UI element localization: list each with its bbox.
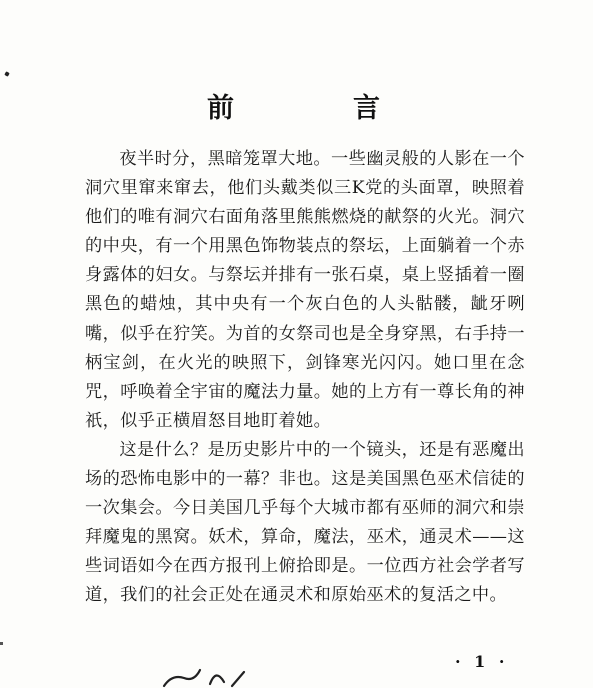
paragraph-1: 夜半时分，黑暗笼罩大地。一些幽灵般的人影在一个洞穴里窜来窜去，他们头戴类似三K党的头面罩，映照着他们的唯有洞穴右面角落里熊熊燃烧的献祭的火光。洞穴的中央，有一个用黑色饰物装点的祭坛，上面躺着一个赤身露体的妇女。与祭坛并排有一张石桌，桌上竖插着一圈黑色的蜡烛，其中央有一个灰白色的人头骷髅，龇牙咧嘴，似乎在狞笑。为首的女祭司也是全身穿黑，右手持一柄宝剑，在火光的映照下，剑锋寒光闪闪。她口里在念咒，呼唤着全宇宙的魔法力量。她的上方有一尊长角的神祇，似乎正横眉怒目地盯着她。 [85, 149, 525, 431]
page-number: · 1 · [455, 652, 509, 671]
ink-speck-lower [0, 642, 3, 645]
ink-speck [4, 71, 9, 76]
page-title: 前 言 [207, 93, 426, 124]
handwritten-stroke-mark [160, 664, 270, 688]
paragraph-2: 这是什么？是历史影片中的一个镜头，还是有恶魔出场的恐怖电影中的一幕？非也。这是美国黑色巫术信徒的一次集会。今日美国几乎每个大城市都有巫师的洞穴和崇拜魔鬼的黑窝。妖术，算命，魔法，巫术，通灵术——这些词语如今在西方报刊上俯拾即是。一位西方社会学者写道，我们的社会正处在通灵术和原始巫术的复活之中。 [85, 439, 525, 606]
body-text [85, 145, 525, 611]
